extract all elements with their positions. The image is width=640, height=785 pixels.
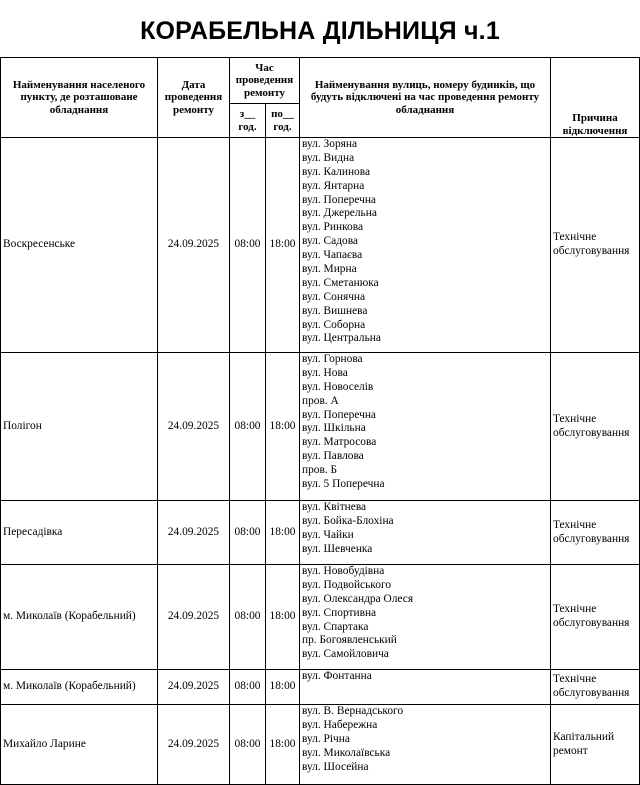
street-item: вул. Янтарна xyxy=(302,179,365,192)
settlement-cell: м. Миколаїв (Корабельний) xyxy=(1,565,158,670)
time-from-cell: 08:00 xyxy=(230,565,266,670)
street-item: вул. Джерельна xyxy=(302,207,377,220)
table-row xyxy=(1,670,640,705)
street-item: вул. Самойловича xyxy=(302,648,389,661)
time-to-cell: 18:00 xyxy=(266,705,300,785)
time-to-cell: 18:00 xyxy=(266,670,300,705)
table-row xyxy=(1,138,640,353)
street-item: вул. Садова xyxy=(302,235,358,248)
cause-cell: Технічне обслуговування xyxy=(551,670,640,705)
time-from-cell: 08:00 xyxy=(230,138,266,353)
time-to-cell: 18:00 xyxy=(266,353,300,501)
street-item: вул. Павлова xyxy=(302,450,364,463)
header-cause: Причина відключення xyxy=(551,58,640,138)
street-item: вул. Квітнева xyxy=(302,501,367,513)
time-to-cell: 18:00 xyxy=(266,501,300,565)
street-item: вул. Бойка-Блохіна xyxy=(302,514,394,527)
street-item: вул. Ринкова xyxy=(302,221,364,234)
date-cell: 24.09.2025 xyxy=(158,670,230,705)
streets-cell xyxy=(300,353,551,501)
street-item: вул. Подвойського xyxy=(302,578,392,591)
street-item: вул. Олександра Олеся xyxy=(302,592,414,605)
streets-cell xyxy=(300,670,551,705)
streets-cell xyxy=(300,565,551,670)
street-item: вул. Калинова xyxy=(302,165,371,178)
street-item: вул. Нова xyxy=(302,366,348,379)
street-item: вул. Новобудівна xyxy=(302,565,385,577)
table-row xyxy=(1,705,640,785)
street-item: вул. Сметанюка xyxy=(302,276,379,289)
street-item: вул. Соборна xyxy=(302,318,366,331)
streets-cell xyxy=(300,501,551,565)
street-item: вул. Центральна xyxy=(302,332,381,345)
cause-cell: Технічне обслуговування xyxy=(551,353,640,501)
street-item: вул. Фонтанна xyxy=(302,670,372,682)
table-body xyxy=(1,138,640,785)
cause-cell: Капітальний ремонт xyxy=(551,705,640,785)
header-time: Час проведення ремонту xyxy=(230,58,300,104)
street-item: вул. Зоряна xyxy=(302,138,358,150)
streets-cell xyxy=(300,138,551,353)
header-date: Дата проведення ремонту xyxy=(158,58,230,138)
cause-cell: Технічне обслуговування xyxy=(551,565,640,670)
settlement-cell: Михайло Ларине xyxy=(1,705,158,785)
table-row xyxy=(1,565,640,670)
header-streets: Найменування вулиць, номеру будинків, що будуть відключені на час проведення ремонту обладнання xyxy=(300,58,551,138)
street-item: вул. В. Вернадського xyxy=(302,705,404,717)
date-cell: 24.09.2025 xyxy=(158,138,230,353)
settlement-cell: м. Миколаїв (Корабельний) xyxy=(1,670,158,705)
streets-cell xyxy=(300,705,551,785)
street-item: вул. Шосейна xyxy=(302,760,369,773)
time-from-cell: 08:00 xyxy=(230,705,266,785)
table-row xyxy=(1,501,640,565)
settlement-cell: Пересадівка xyxy=(1,501,158,565)
street-item: пр. Богоявленський xyxy=(302,634,397,647)
date-cell: 24.09.2025 xyxy=(158,501,230,565)
cause-cell: Технічне обслуговування xyxy=(551,138,640,353)
outage-schedule-table xyxy=(0,57,640,785)
street-item: вул. Чайки xyxy=(302,528,354,541)
header-time-from: з__ год. xyxy=(230,104,266,138)
cause-cell: Технічне обслуговування xyxy=(551,501,640,565)
table-row xyxy=(1,353,640,501)
street-item: вул. Видна xyxy=(302,151,355,164)
date-cell: 24.09.2025 xyxy=(158,565,230,670)
street-item: вул. Новоселів xyxy=(302,380,374,393)
street-item: вул. Сонячна xyxy=(302,290,366,303)
time-to-cell: 18:00 xyxy=(266,565,300,670)
street-item: вул. Чапаєва xyxy=(302,249,363,262)
street-item: вул. Річна xyxy=(302,732,350,745)
header-time-to: по__ год. xyxy=(266,104,300,138)
street-item: вул. 5 Поперечна xyxy=(302,478,385,491)
street-item: вул. Шевченка xyxy=(302,542,373,555)
street-item: вул. Шкільна xyxy=(302,422,366,435)
street-item: вул. Поперечна xyxy=(302,408,376,421)
street-item: пров. А xyxy=(302,394,339,407)
street-item: вул. Горнова xyxy=(302,353,363,365)
table-header xyxy=(1,58,640,138)
page-title: КОРАБЕЛЬНА ДІЛЬНИЦЯ ч.1 xyxy=(140,17,500,45)
settlement-cell: Воскресенське xyxy=(1,138,158,353)
street-item: вул. Спортивна xyxy=(302,606,377,619)
time-from-cell: 08:00 xyxy=(230,501,266,565)
settlement-cell: Полігон xyxy=(1,353,158,501)
street-item: вул. Поперечна xyxy=(302,193,376,206)
time-from-cell: 08:00 xyxy=(230,353,266,501)
street-item: вул. Миколаївська xyxy=(302,746,391,759)
header-settlement: Найменування населеного пункту, де розташоване обладнання xyxy=(1,58,158,138)
time-from-cell: 08:00 xyxy=(230,670,266,705)
date-cell: 24.09.2025 xyxy=(158,705,230,785)
street-item: вул. Мирна xyxy=(302,263,357,276)
street-item: вул. Набережна xyxy=(302,718,378,731)
street-item: вул. Матросова xyxy=(302,436,377,449)
date-cell: 24.09.2025 xyxy=(158,353,230,501)
time-to-cell: 18:00 xyxy=(266,138,300,353)
street-item: вул. Спартака xyxy=(302,620,369,633)
street-item: пров. Б xyxy=(302,464,338,477)
street-item: вул. Вишнева xyxy=(302,304,368,317)
